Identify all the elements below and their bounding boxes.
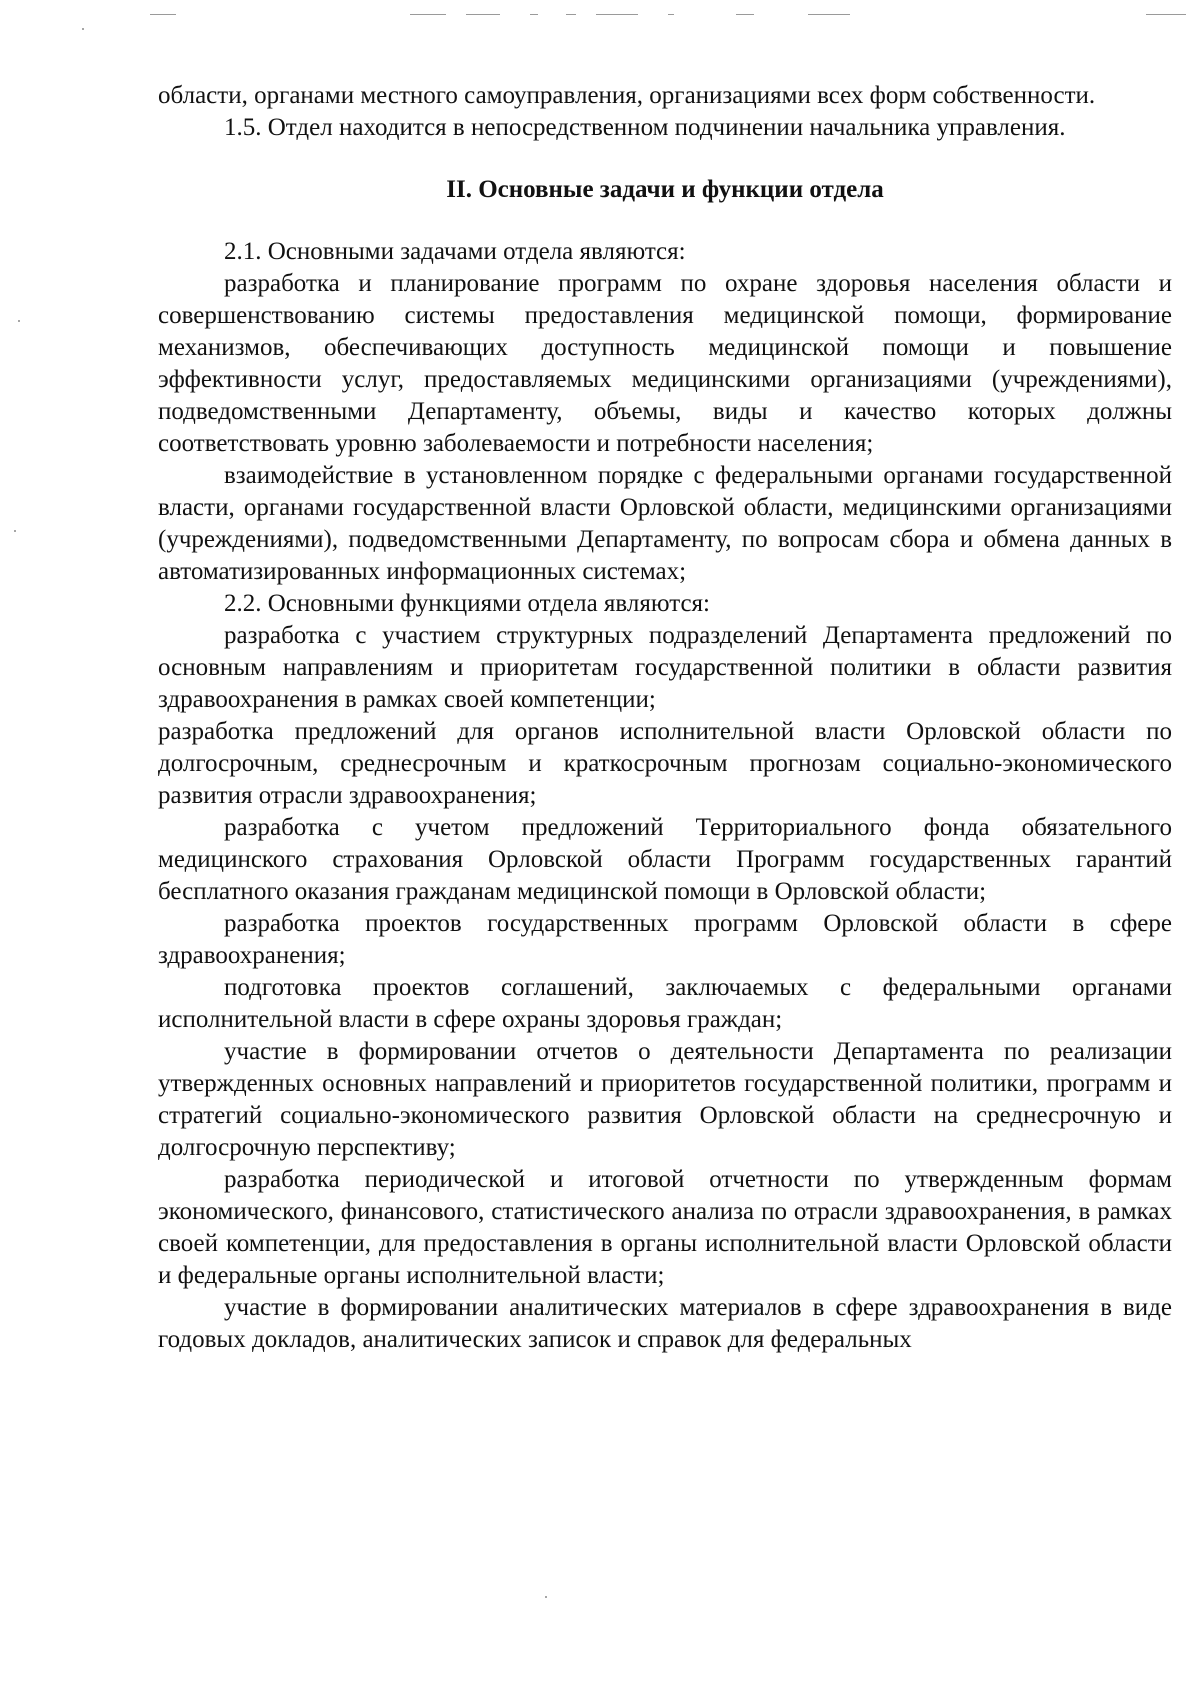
scan-artifact-line (596, 14, 638, 15)
scan-artifact-line (150, 14, 176, 15)
scan-artifact-line (808, 14, 850, 15)
top-fragment: области, органами местного самоуправления, организациями всех форм собственности. (158, 82, 1096, 109)
scan-artifact-line (1146, 14, 1186, 15)
scan-artifact-line (668, 14, 674, 15)
clause-2-2: 2.2. Основными функциями отдела являются: (224, 590, 710, 617)
scan-speck (14, 530, 16, 532)
function-paragraph: подготовка проектов соглашений, заключаемых с федеральными органами исполнительной власти в сфере охраны здоровья граждан; (158, 974, 1172, 1033)
scan-artifact-line (466, 14, 500, 15)
scan-speck (82, 28, 84, 30)
clause-1-5: 1.5. Отдел находится в непосредственном подчинении начальника управления. (224, 114, 1066, 141)
scan-artifact-line (530, 14, 538, 15)
function-paragraph: разработка периодической и итоговой отчетности по утвержденным формам экономического, финансового, статистического анализа по отрасли здравоохранения, в рамках своей компетенции, для предоставления в органы исполнительной власти Орловской области и федеральные органы исполнительной власти; (158, 1166, 1172, 1289)
scan-speck (545, 1596, 547, 1598)
task-paragraph: разработка и планирование программ по охране здоровья населения области и совершенствованию системы предоставления медицинской помощи, формирование механизмов, обеспечивающих доступность медицинской помощи и повышение эффективности услуг, предоставляемых медицинскими организациями (учреждениями), подведомственными Департаменту, объемы, виды и качество которых должны соответствовать уровню заболеваемости и потребности населения; (158, 270, 1172, 457)
function-paragraph: разработка с участием структурных подразделений Департамента предложений по основным направлениям и приоритетам государственной политики в области развития здравоохранения в рамках своей компетенции; (158, 622, 1172, 713)
section-heading: II. Основные задачи и функции отдела (446, 176, 884, 203)
function-paragraph: разработка предложений для органов исполнительной власти Орловской области по долгосрочным, среднесрочным и краткосрочным прогнозам социально-экономического развития отрасли здравоохранения; (158, 718, 1172, 809)
function-paragraph: разработка с учетом предложений Территориального фонда обязательного медицинского страхования Орловской области Программ государственных гарантий бесплатного оказания гражданам медицинской помощи в Орловской области; (158, 814, 1172, 905)
scan-speck (18, 320, 20, 322)
scan-artifact-line (736, 14, 754, 15)
document-body (158, 80, 1172, 1356)
scan-artifact-line (410, 14, 446, 15)
scan-artifact-line (566, 14, 576, 15)
task-paragraph: взаимодействие в установленном порядке с федеральными органами государственной власти, органами государственной власти Орловской области, медицинскими организациями (учреждениями), подведомственными Департаменту, по вопросам сбора и обмена данных в автоматизированных информационных системах; (158, 462, 1172, 585)
function-paragraph: участие в формировании аналитических материалов в сфере здравоохранения в виде годовых докладов, аналитических записок и справок для федеральных (158, 1294, 1172, 1353)
function-paragraph: участие в формировании отчетов о деятельности Департамента по реализации утвержденных основных направлений и приоритетов государственной политики, программ и стратегий социально-экономического развития Орловской области на среднесрочную и долгосрочную перспективу; (158, 1038, 1172, 1161)
clause-2-1: 2.1. Основными задачами отдела являются: (224, 238, 686, 265)
function-paragraph: разработка проектов государственных программ Орловской области в сфере здравоохранения; (158, 910, 1172, 969)
